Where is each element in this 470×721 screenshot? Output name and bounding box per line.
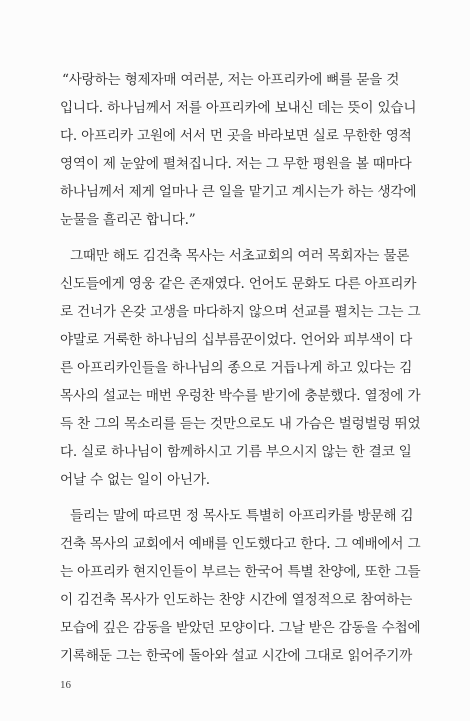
text-line: 그때만 해도 김건축 목사는 서초교회의 여러 목회자는 물론 (70, 248, 410, 264)
text-line: 는 아프리카 현지인들이 부르는 한국어 특별 찬양에, 또한 그들 (60, 564, 421, 580)
paragraph-gap (60, 494, 424, 502)
text-line: 로 건너가 온갖 고생을 마다하지 않으며 선교를 펼치는 그는 그 (60, 304, 421, 320)
paragraph-3 (60, 502, 424, 670)
text-line: 목사의 설교는 매번 우렁찬 박수를 받기에 충분했다. 열정에 가 (60, 388, 421, 404)
body-text (60, 66, 424, 670)
text-line: “사랑하는 형제자매 여러분, 저는 아프리카에 뼈를 묻을 것 (62, 72, 400, 88)
text-line: 들리는 말에 따르면 정 목사도 특별히 아프리카를 방문해 김 (70, 508, 414, 524)
paragraph-2 (60, 242, 424, 494)
text-line: 다. 실로 하나님이 함께하시고 기름 부으시지 않는 한 결코 일 (60, 444, 412, 460)
text-line: 눈물을 흘리곤 합니다.” (60, 212, 196, 228)
text-line: 득 찬 그의 목소리를 듣는 것만으로도 내 가슴은 벌렁벌렁 뛰었 (60, 416, 421, 432)
paragraph-quote (60, 66, 424, 234)
text-line: 영역이 제 눈앞에 펼쳐집니다. 저는 그 무한 평원을 볼 때마다 (60, 156, 412, 172)
text-line: 입니다. 하나님께서 저를 아프리카에 보내신 데는 뜻이 있습니 (60, 100, 417, 116)
text-line: 다. 아프리카 고원에 서서 먼 곳을 바라보면 실로 무한한 영적 (60, 128, 412, 144)
text-line: 모습에 깊은 감동을 받았던 모양이다. 그날 받은 감동을 수첩에 (60, 620, 421, 636)
text-line: 신도들에게 영웅 같은 존재였다. 언어도 문화도 다른 아프리카 (60, 276, 417, 292)
text-line: 이 김건축 목사가 인도하는 찬양 시간에 열정적으로 참여하는 (60, 592, 413, 608)
page-number: 16 (60, 679, 71, 691)
paragraph-gap (60, 234, 424, 242)
text-line: 야말로 거룩한 하나님의 십부름꾼이었다. 언어와 피부색이 다 (60, 332, 413, 348)
text-line: 른 아프리카인들을 하나님의 종으로 거듭나게 하고 있다는 김 (60, 360, 413, 376)
text-line: 하나님께서 제게 얼마나 큰 일을 맡기고 계시는가 하는 생각에 (60, 184, 417, 200)
text-line: 어날 수 없는 일이 아닌가. (60, 472, 210, 488)
text-line: 기록해둔 그는 한국에 돌아와 설교 시간에 그대로 읽어주기까 (60, 648, 413, 664)
text-line: 건축 목사의 교회에서 예배를 인도했다고 한다. 그 예배에서 그 (60, 536, 421, 552)
